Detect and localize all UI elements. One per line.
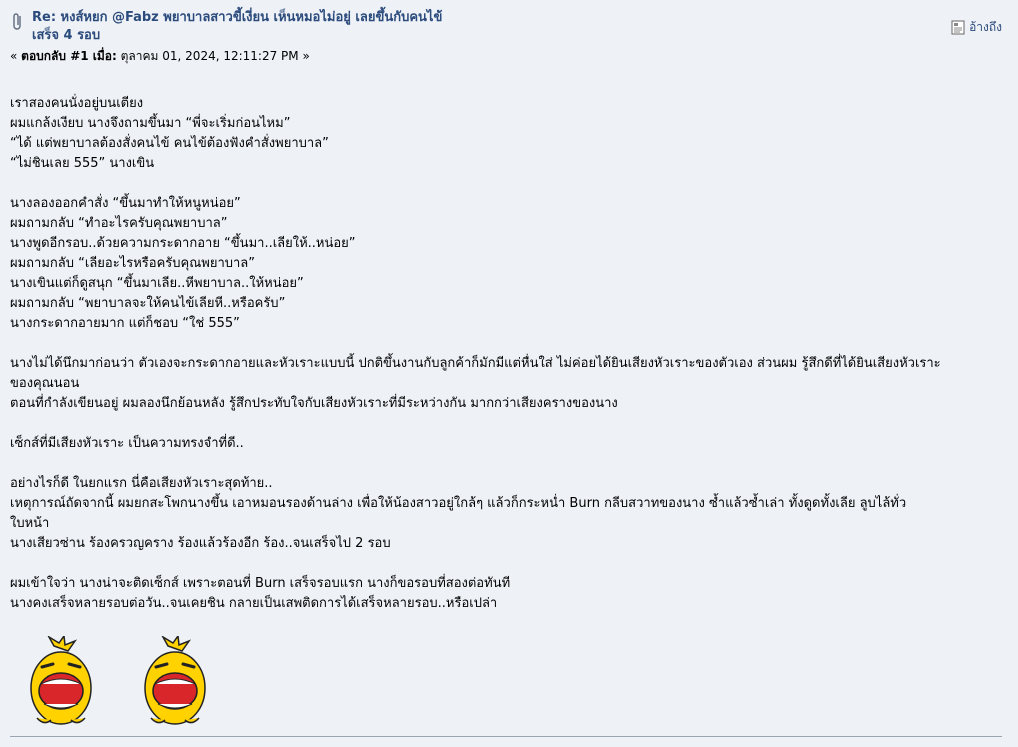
- post-paragraph: [10, 354, 1000, 414]
- post-text-line: ผมถามกลับ “ทำอะไรครับคุณพยาบาล”: [10, 216, 228, 231]
- post-paragraph: [10, 474, 1000, 554]
- post-text-line: “ได้ แต่พยาบาลต้องสั่งคนไข้ คนไข้ต้องฟังคำสั่งพยาบาล”: [10, 136, 329, 151]
- post-text-line: อย่างไรก็ดี ในยกแรก นี่คือเสียงหัวเราะสุดท้าย..: [10, 476, 273, 491]
- post-paragraph: [10, 194, 1000, 334]
- post-text-line: นางลองออกคำสั่ง “ขึ้นมาทำให้หนูหน่อย”: [10, 196, 241, 211]
- post-text-line: ของคุณนอน: [10, 376, 80, 391]
- quote-icon: [951, 20, 965, 35]
- reply-meta: [10, 47, 310, 66]
- post-subject-line-1: Re: หงส์หยก @Fabz พยาบาลสาวขี้เงี่ยน เห็นหมอไม่อยู่ เลยขึ้นกับคนไข้: [32, 10, 443, 25]
- post-text-line: เราสองคนนั่งอยู่บนเตียง: [10, 96, 144, 111]
- post-text-line: เซ็กส์ที่มีเสียงหัวเราะ เป็นความทรงจำที่ดี..: [10, 436, 244, 451]
- quote-label: อ้างถึง: [969, 20, 1002, 34]
- paperclip-icon: [11, 12, 25, 32]
- post-paragraph: [10, 574, 1000, 614]
- post-divider: [10, 736, 1002, 737]
- quote-button[interactable]: [951, 18, 1002, 37]
- emoji-row: [26, 636, 210, 730]
- reply-label: ตอบกลับ #1 เมื่อ:: [21, 49, 117, 63]
- post-subject-link[interactable]: [32, 9, 572, 45]
- post-text-line: นางกระดากอายมาก แต่ก็ชอบ “ใช่ 555”: [10, 316, 240, 331]
- laughing-face-icon: [26, 636, 96, 730]
- post-text-line: “ไม่ชินเลย 555” นางเขิน: [10, 156, 155, 171]
- post-text-line: ผมเข้าใจว่า นางน่าจะติดเซ็กส์ เพราะตอนที่ Burn เสร็จรอบแรก นางก็ขอรอบที่สองต่อทันที: [10, 576, 511, 591]
- post-text-line: ผมแกล้งเงียบ นางจึงถามขึ้นมา “พี่จะเริ่มก่อนไหม”: [10, 116, 291, 131]
- reply-open-marker: «: [10, 49, 18, 63]
- post-text-line: ใบหน้า: [10, 516, 50, 531]
- post-body: [10, 94, 1000, 614]
- post-header: [10, 6, 1008, 62]
- post-paragraph: [10, 94, 1000, 174]
- post-text-line: ผมถามกลับ “เลียอะไรหรือครับคุณพยาบาล”: [10, 256, 256, 271]
- post-text-line: ผมถามกลับ “พยาบาลจะให้คนไข้เลียหี..หรือครับ”: [10, 296, 286, 311]
- reply-close-marker: »: [302, 49, 310, 63]
- post-text-line: ตอนที่กำลังเขียนอยู่ ผมลองนึกย้อนหลัง รู้สึกประทับใจกับเสียงหัวเราะที่มีระหว่างกัน มากกว่าเสียงครางของนาง: [10, 396, 618, 411]
- post-subject-line-2: เสร็จ 4 รอบ: [32, 28, 101, 43]
- post-text-line: นางไม่ได้นึกมาก่อนว่า ตัวเองจะกระดากอายและหัวเราะแบบนี้ ปกติขึ้นงานกับลูกค้าก็มักมีแต่หื่นใส่ ไม่ค่อยได้ยินเสียงหัวเราะของตัวเอง ส่วนผม รู้สึกดีที่ได้ยินเสียงหัวเราะ: [10, 356, 941, 371]
- post-text-line: นางคงเสร็จหลายรอบต่อวัน..จนเคยชิน กลายเป็นเสพติดการได้เสร็จหลายรอบ..หรือเปล่า: [10, 596, 498, 611]
- laughing-face-icon: [140, 636, 210, 730]
- post-text-line: นางเขินแต่ก็ดูสนุก “ขึ้นมาเลีย..หีพยาบาล..ให้หน่อย”: [10, 276, 304, 291]
- post-text-line: นางเสียวซ่าน ร้องครวญคราง ร้องแล้วร้องอีก ร้อง..จนเสร็จไป 2 รอบ: [10, 536, 391, 551]
- post-text-line: นางพูดอีกรอบ..ด้วยความกระดากอาย “ขึ้นมา..เลียให้..หน่อย”: [10, 236, 356, 251]
- post-paragraph: [10, 434, 1000, 454]
- reply-date: ตุลาคม 01, 2024, 12:11:27 PM: [120, 49, 299, 63]
- post-text-line: เหตุการณ์ถัดจากนี้ ผมยกสะโพกนางขึ้น เอาหมอนรองด้านล่าง เพื่อให้น้องสาวอยู่ใกล้ๆ แล้วก็กระหน่ำ Burn กลีบสวาทของนาง ซ้ำแล้วซ้ำเล่า ทั้งดูดทั้งเลีย ลูบไล้ทั่ว: [10, 496, 907, 511]
